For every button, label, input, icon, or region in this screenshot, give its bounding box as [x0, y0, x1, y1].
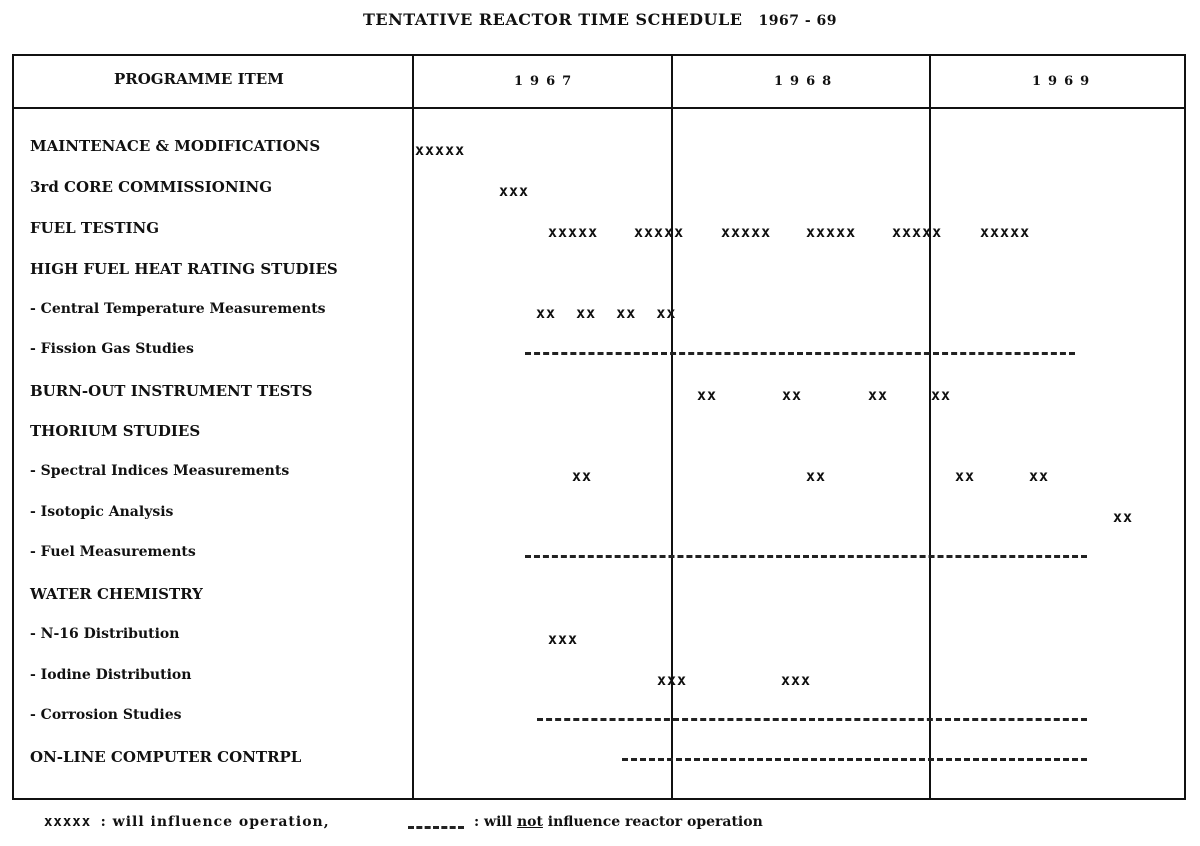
- legend-dash-symbol: [408, 826, 464, 829]
- mark-burn-out: xx: [697, 386, 718, 404]
- mark-spectral-indices: xx: [1029, 467, 1050, 485]
- row-label-iodine: - Iodine Distribution: [30, 667, 192, 683]
- mark-spectral-indices: xx: [955, 467, 976, 485]
- header-divider: [14, 107, 1184, 109]
- header-year-1967: 1967: [514, 74, 579, 89]
- mark-fuel-testing: xxxxx: [806, 223, 857, 241]
- legend-x-text: : will influence operation,: [100, 814, 330, 830]
- mark-spectral-indices: xx: [806, 467, 827, 485]
- header-programme-item: PROGRAMME ITEM: [114, 70, 284, 88]
- dash-corrosion: [537, 718, 1087, 721]
- row-label-central-temperature: - Central Temperature Measurements: [30, 301, 326, 317]
- dash-online-computer: [622, 758, 1087, 761]
- row-label-n16: - N-16 Distribution: [30, 626, 180, 642]
- header-year-1969: 1969: [1032, 74, 1097, 89]
- mark-iodine: xxx: [781, 671, 812, 689]
- mark-burn-out: xx: [868, 386, 889, 404]
- row-label-isotopic-analysis: - Isotopic Analysis: [30, 504, 174, 520]
- mark-fuel-testing: xxxxx: [548, 223, 599, 241]
- row-label-corrosion: - Corrosion Studies: [30, 707, 182, 723]
- title-years: 1967 - 69: [758, 13, 838, 29]
- column-divider-item: [412, 56, 414, 798]
- mark-isotopic-analysis: xx: [1113, 508, 1134, 526]
- mark-maintenance: xxxxx: [415, 141, 466, 159]
- row-label-fission-gas: - Fission Gas Studies: [30, 341, 194, 357]
- mark-burn-out: xx: [782, 386, 803, 404]
- mark-fuel-testing: xxxxx: [634, 223, 685, 241]
- legend-dash-post: influence reactor operation: [547, 814, 763, 830]
- row-label-heat-rating: HIGH FUEL HEAT RATING STUDIES: [30, 260, 338, 278]
- mark-fuel-testing: xxxxx: [721, 223, 772, 241]
- mark-burn-out: xx: [931, 386, 952, 404]
- mark-core-commissioning: xxx: [499, 182, 530, 200]
- row-label-online-computer: ON-LINE COMPUTER CONTRPL: [30, 748, 302, 766]
- mark-iodine: xxx: [657, 671, 688, 689]
- dash-fission-gas: [525, 352, 1075, 355]
- legend-dash-not: not: [516, 814, 543, 830]
- dash-fuel-measurements: [525, 555, 1087, 558]
- mark-fuel-testing: xxxxx: [892, 223, 943, 241]
- legend-dash-pre: : will: [474, 814, 513, 830]
- title-text: TENTATIVE REACTOR TIME SCHEDULE: [362, 10, 743, 29]
- row-label-fuel-measurements: - Fuel Measurements: [30, 544, 196, 560]
- legend-no-influence: [474, 814, 763, 830]
- row-label-thorium: THORIUM STUDIES: [30, 422, 201, 440]
- row-label-maintenance: MAINTENACE & MODIFICATIONS: [30, 137, 321, 155]
- row-label-spectral-indices: - Spectral Indices Measurements: [30, 463, 290, 479]
- row-label-fuel-testing: FUEL TESTING: [30, 219, 160, 237]
- document-title: [0, 10, 1200, 29]
- row-label-water-chemistry: WATER CHEMISTRY: [30, 585, 203, 603]
- mark-central-temperature: xx xx xx xx: [536, 304, 677, 322]
- row-label-core-commissioning: 3rd CORE COMMISSIONING: [30, 178, 273, 196]
- legend-x-symbol: xxxxx: [44, 814, 92, 830]
- mark-fuel-testing: xxxxx: [980, 223, 1031, 241]
- mark-n16: xxx: [548, 630, 579, 648]
- column-divider-1968: [929, 56, 931, 798]
- mark-spectral-indices: xx: [572, 467, 593, 485]
- header-year-1968: 1968: [774, 74, 839, 89]
- row-label-burn-out: BURN-OUT INSTRUMENT TESTS: [30, 382, 313, 400]
- legend-influence: [44, 814, 330, 830]
